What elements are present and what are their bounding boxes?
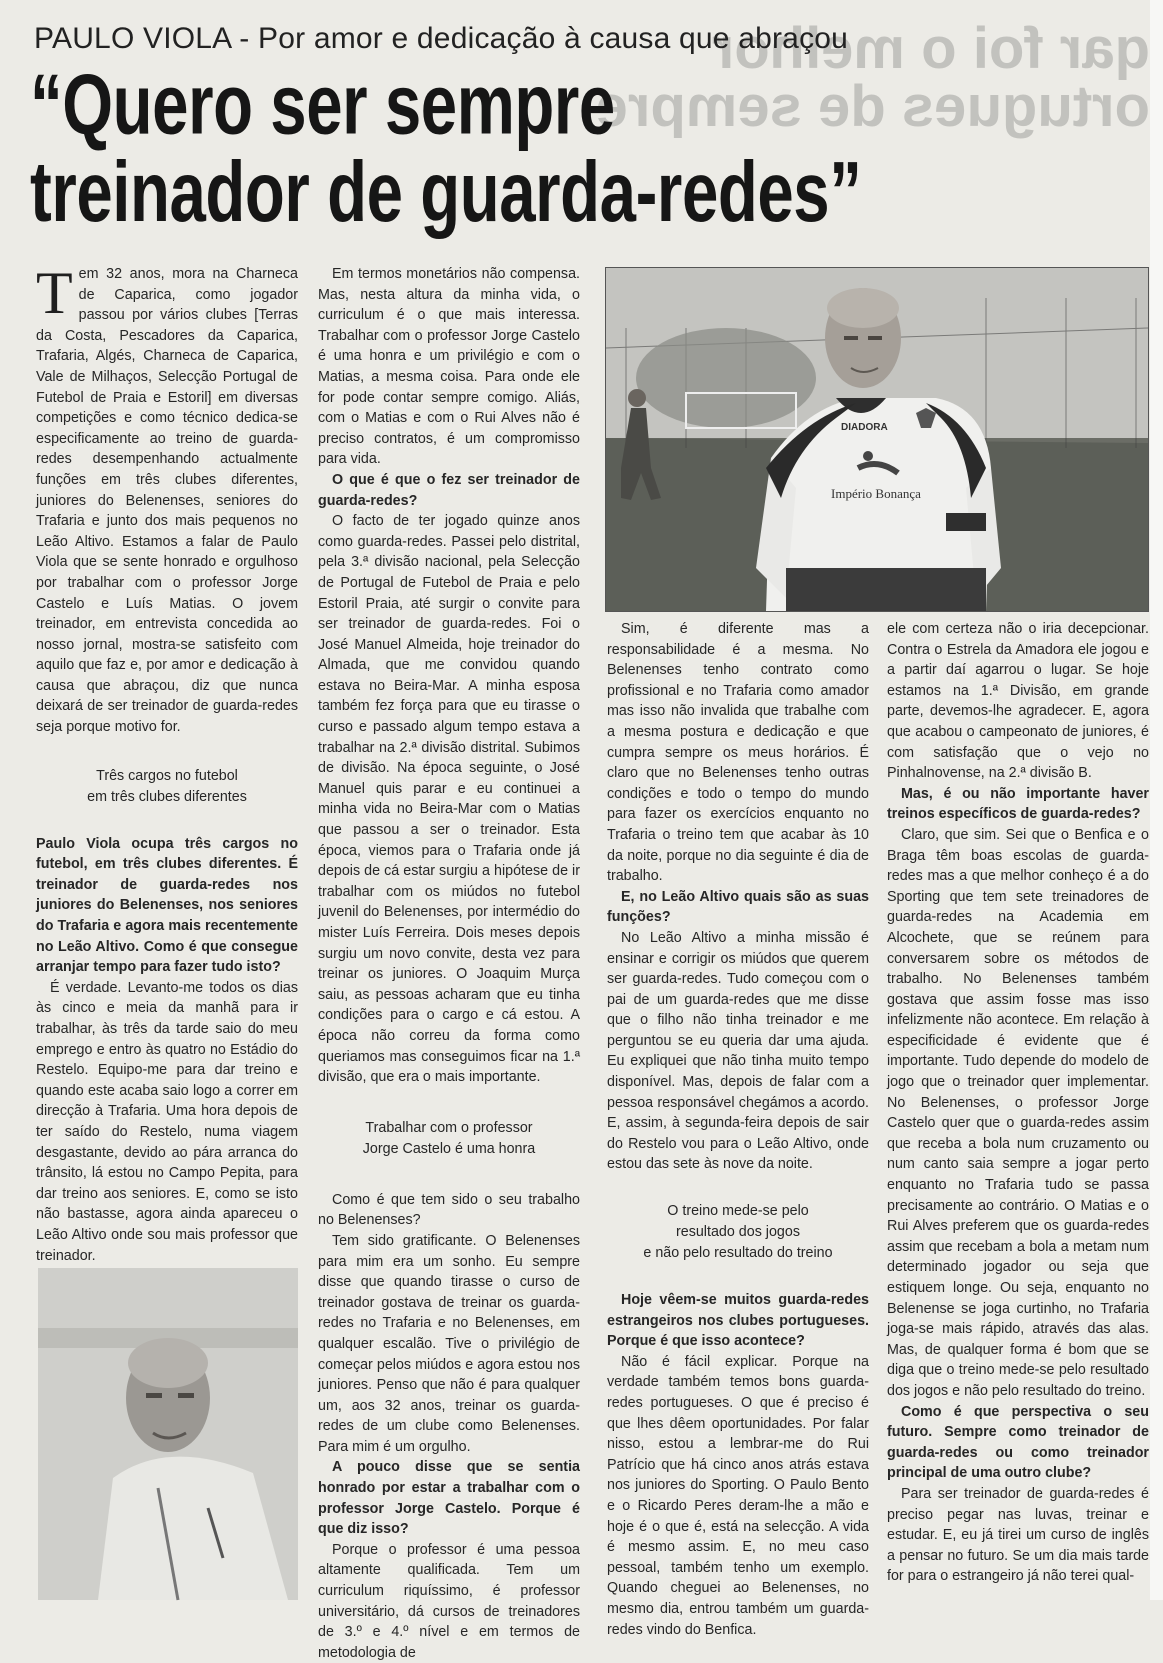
subheading-3-line-3: e não pelo resultado do treino [643, 1245, 833, 1262]
bleed-through-text [595, 16, 1150, 200]
subheading-3 [607, 1201, 869, 1264]
headline-line-1: “Quero ser sempre [30, 57, 615, 153]
answer-8: Não é fácil explicar. Porque na verdade também temos bons guarda-redes portugueses. O que é preciso é que lhes dêem oportunidades. Por falar nisso, estou a lembrar-me do Rui Patrício que há cinco anos atrás estava nos juniores do Sporting. O Paulo Bento e o Ricardo Peres deram-lhe a mão e hoje é o que é, está na selecção. A vida é mesmo assim. E, no meu caso pessoal, também tenho um exemplo. Quando cheguei ao Belenenses, no mesmo dia, entrou também um guarda-redes vindo do Benfica. [607, 1353, 869, 1638]
answer-7: No Leão Altivo a minha missão é ensinar e corrigir os miúdos que querem ser guarda-redes. Tudo começou com o pai de um guarda-redes que me disse que o filho não tinha treinador e me perguntou se eu queria dar uma ajuda. Eu expliquei que não tinha muito tempo disponível. Mas, depois de falar com a pessoa responsável chegámos a acordo. E, assim, à segunda-feira depois de sair do Restelo vou para o Leão Altivo, onde estou das sete às nove da noite. [607, 929, 869, 1173]
answer-1: É verdade. Levanto-me todos os dias às cinco e meia da manhã para ir trabalhar, às três da tarde saio do meu emprego e entro às quatro no Estádio do Restelo. Equipo-me para dar treino e quando este acaba saio logo a correr em direcção à Trafaria. Uma hora depois de ter saído do Restelo, numa viagem desgastante, devido ao pára arranca do trânsito, lá estou no Campo Pepita, para dar treino aos seniores. E, como se isto não bastasse, agora ainda apareceu o Leão Altivo onde sou mais professor que treinador. [36, 979, 298, 1264]
answer-6: Sim, é diferente mas a responsabilidade é a mesma. No Belenenses tenho contrato como profissional e no Trafaria como amador mas isso não invalida que trabalhe com a mesma postura e dedicação e que cumpra sempre os meus horários. É claro que no Belenenses tenho outras condições e todo o tempo do mundo para fazer os exercícios enquanto no Trafaria o treino tem que acabar às 10 da noite, porque no dia seguinte é dia de trabalho. [607, 621, 869, 885]
subheading-3-line-2: resultado dos jogos [676, 1224, 800, 1241]
bleed-line-2: ortugues de sempre [595, 74, 1150, 139]
column-3 [607, 619, 869, 1640]
subheading-2 [318, 1118, 580, 1160]
answer-4: Tem sido gratificante. O Belenenses para mim era um sonho. Eu sempre disse que quando tirasse o curso de treinador gostava de treinar os guarda-redes no Trafaria e no Belenenses, em qualquer escalão. Tive o privilégio de começar pelos miúdos e agora estou nos juniores. Penso que não é para qualquer um, aos 32 anos, treinar os guarda-redes de um clube como Belenenses. Para mim é um orgulho. [318, 1232, 580, 1455]
headline-line-2: treinador de guarda-redes” [30, 144, 862, 241]
article-kicker [34, 22, 848, 57]
subheading-1-line-2: em três clubes diferentes [87, 788, 247, 805]
subheading-3-line-1: O treino mede-se pelo [667, 1203, 809, 1220]
answer-2: Em termos monetários não compensa. Mas, nesta altura da minha vida, o curriculum é o que mais interessa. Trabalhar com o professor Jorge Castelo é uma honra e um privilégio e com o Matias, a mesma coisa. Para onde ele for pode contar sempre comigo. Aliás, com o Matias e com o Rui Alves não é preciso contratos, é um compromisso para vida. [318, 266, 580, 468]
answer-3: O facto de ter jogado quinze anos como guarda-redes. Passei pelo distrital, pela 3.ª divisão nacional, pela Selecção de Portugal de Futebol de Praia e pelo Estoril Praia, até surgir o convite para ser treinador de guarda-redes. Foi o José Manuel Almeida, hoje treinador do Almada, que me convidou quando estava no Beira-Mar. A minha esposa também fez força para que eu tirasse o curso e passado algum tempo estava a trabalhar na 2.ª divisão distrital. Subimos de divisão. Na época seguinte, o José Manuel quis parar e eu continuei a minha vida no Beira-Mar com o Matias que passou a ser o treinador. Esta época, viemos para o Trafaria onde já depois de cá estar surgiu a hipótese de ir trabalhar com os miúdos no futebol juvenil do Belenenses, por intermédio do mister Luís Ferreira. Dois meses depois surgiu um novo convite, desta vez para treinar os juniores. O Joaquim Murça saiu, as pessoas acharam que eu tinha condições para o cargo e cá estou. A época não correu da forma como queriamos mas conseguimos ficar na 1.ª divisão, que era o mais importante. [318, 513, 580, 1086]
intro-text: em 32 anos, mora na Charneca de Caparica, como jogador passou por vários clubes [Terras da Costa, Pescadores da Caparica, Trafaria, Algés, Charneca de Caparica, Vale de Milhaços, Selecção Portugal de Futebol de Praia e Estoril] em diversas competições e como técnico dedica-se especificamente ao treino de guarda-redes desempenhando actualmente funções em três clubes diferentes, juniores do Belenenses, seniores do Trafaria e junto dos mais pequenos no Leão Altivo. Estamos a falar de Paulo Viola que se sente honrado e orgulhoso por trabalhar com o professor Jorge Castelo e Luís Matias. O jovem treinador, em entrevista concedida ao nosso jornal, mostra-se satisfeito com aquilo que faz e, por amor e dedicação à causa que abraçou, diz que nunca deixará de ser treinador de guarda-redes seja porque motivo for. [36, 266, 298, 736]
column-4 [887, 619, 1149, 1587]
answer-5: Porque o professor é uma pessoa altamente qualificada. Tem um curriculum riquíssimo, é professor universitário, dá cursos de treinadores de 3.º e 4.º nível e em termos de metodologia de [318, 1541, 580, 1661]
portrait-photo [38, 1268, 298, 1600]
column-1 [36, 260, 298, 1287]
answer-9: Claro, que sim. Sei que o Benfica e o Braga têm boas escolas de guarda-redes mas a que melhor conheço é a do Sporting que tem sete treinadores de guarda-redes na Academia em Alcochete, que se reúnem para conversarem sobre os métodos de trabalho. No Belenenses também gostava que assim fosse mas isso infelizmente não acontece. Em relação à especificidade é evidente que é importante. Tudo depende do modelo de jogo que o treinador quer implementar. No Belenenses, o professor Jorge Castelo quer que o guarda-redes assim que receba a bola num cruzamento ou num canto saia sempre a jogar perto enquanto no Trafaria tudo se passa precisamente ao contrário. O Matias e o Rui Alves preferem que os guarda-redes assim que recebam a bola a metam num determinado jogador ou seja que estiquem longe. Ou seja, enquanto no Belenense se joga curtinho, no Trafaria joga-se mais rápido, através das alas. Mas, de qualquer forma é bom que se diga que o treino mede-se pelo resultado dos jogos e não pelo resultado do treino. [887, 826, 1149, 1399]
subheading-1-line-1: Três cargos no futebol [96, 767, 238, 784]
answer-10: Para ser treinador de guarda-redes é preciso pegar nas luvas, treinar e estudar. E, eu já tirei um curso de inglês a pensar no futuro. Se um dia mais tarde for para o estrangeiro já não terei qual- [887, 1485, 1149, 1585]
kicker-separator: - [230, 22, 258, 55]
question-9: Mas, é ou não importante haver treinos específicos de guarda-redes? [887, 785, 1149, 823]
question-10: Como é que perspectiva o seu futuro. Sempre como treinador de guarda-redes ou como treinador principal de uma outro clube? [887, 1403, 1149, 1482]
kicker-name: PAULO VIOLA [34, 22, 231, 55]
subheading-1 [36, 766, 298, 808]
question-8: Hoje vêem-se muitos guarda-redes estrangeiros nos clubes portugueses. Porque é que isso acontece? [607, 1292, 869, 1350]
intro-paragraph [36, 260, 298, 738]
kicker-tagline: Por amor e dedicação à causa que abraçou [258, 22, 849, 55]
subheading-2-line-1: Trabalhar com o professor [365, 1119, 533, 1136]
subheading-2-line-2: Jorge Castelo é uma honra [362, 1140, 536, 1157]
question-5: A pouco disse que se sentia honrado por estar a trabalhar com o professor Jorge Castelo. Porque é que diz isso? [318, 1459, 580, 1538]
drop-cap: T [36, 260, 73, 326]
page-edge [1150, 0, 1163, 1600]
jersey-sponsor: Império Bonança [831, 486, 921, 501]
goalkeeper-photo [605, 267, 1149, 612]
question-4: Como é que tem sido o seu trabalho no Belenenses? [318, 1191, 580, 1229]
answer-8-continued: ele com certeza não o iria decepcionar. Contra o Estrela da Amadora ele jogou e a partir daí agarrou o lugar. Se hoje estamos na 1.ª Divisão, em grande parte, devemos-lhe agradecer. E, agora que acabou o campeonato de juniores, é com satisfação que o vejo no Pinhalnovense, na 2.ª divisão B. [887, 621, 1149, 782]
portrait-photo-icon [38, 1268, 298, 1600]
question-3: O que é que o fez ser treinador de guarda-redes? [318, 471, 580, 509]
question-7: E, no Leão Altivo quais são as suas funções? [607, 888, 869, 926]
bleed-line-1: qar foi o melhor [711, 16, 1150, 81]
column-2 [318, 264, 580, 1663]
question-1: Paulo Viola ocupa três cargos no futebol, em três clubes diferentes. É treinador de guarda-redes nos juniores do Belenenses, nos seniores do Trafaria e agora mais recentemente no Leão Altivo. Como é que consegue arranjar tempo para fazer tudo isto? [36, 835, 298, 976]
article-headline [30, 57, 890, 241]
goalkeeper-photo-icon [606, 268, 1148, 611]
jersey-brand: DIADORA [841, 422, 888, 433]
